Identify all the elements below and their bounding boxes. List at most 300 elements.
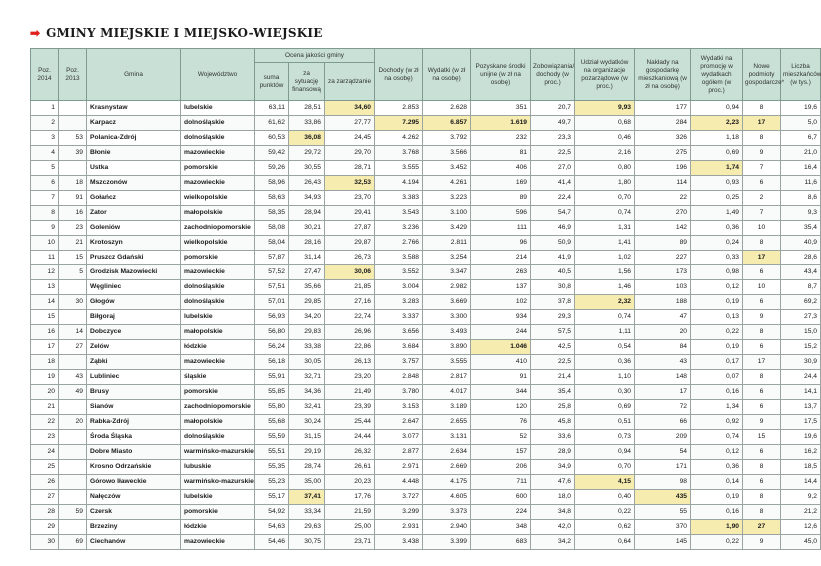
cell-suma: 56,93: [255, 310, 289, 325]
cell-naklady: 55: [635, 504, 691, 519]
cell-poz2013: [59, 459, 87, 474]
cell-podmioty: 6: [743, 295, 781, 310]
cell-sytuacja: 26,43: [289, 175, 325, 190]
ranking-table: [30, 48, 821, 550]
cell-promocja: 0,07: [691, 370, 743, 385]
cell-sytuacja: 36,08: [289, 130, 325, 145]
cell-suma: 55,35: [255, 459, 289, 474]
cell-zarzadzanie: 27,77: [325, 115, 375, 130]
cell-zobowiazania: 25,8: [531, 400, 575, 415]
cell-promocja: 0,93: [691, 175, 743, 190]
cell-poz2014: 2: [31, 115, 59, 130]
cell-wojewodztwo: dolnośląskie: [181, 295, 255, 310]
cell-gmina: Biłgoraj: [87, 310, 181, 325]
cell-mieszkancy: 30,9: [781, 355, 821, 370]
cell-udzial: 1,80: [575, 175, 635, 190]
cell-gmina: Ząbki: [87, 355, 181, 370]
cell-sytuacja: 28,74: [289, 459, 325, 474]
cell-gmina: Grodzisk Mazowiecki: [87, 265, 181, 280]
table-row: [31, 205, 821, 220]
cell-zarzadzanie: 17,76: [325, 489, 375, 504]
cell-podmioty: 8: [743, 130, 781, 145]
cell-naklady: 103: [635, 280, 691, 295]
cell-mieszkancy: 5,0: [781, 115, 821, 130]
cell-naklady: 114: [635, 175, 691, 190]
cell-zobowiazania: 30,8: [531, 280, 575, 295]
cell-mieszkancy: 16,2: [781, 444, 821, 459]
cell-srodki: 81: [471, 145, 531, 160]
cell-srodki: 52: [471, 429, 531, 444]
cell-gmina: Ustka: [87, 160, 181, 175]
cell-promocja: 0,22: [691, 534, 743, 549]
cell-zarzadzanie: 20,23: [325, 474, 375, 489]
cell-sytuacja: 37,41: [289, 489, 325, 504]
cell-sytuacja: 27,47: [289, 265, 325, 280]
table-row: [31, 101, 821, 116]
cell-poz2013: 16: [59, 205, 87, 220]
cell-udzial: 1,56: [575, 265, 635, 280]
cell-naklady: 275: [635, 145, 691, 160]
cell-mieszkancy: 21,0: [781, 145, 821, 160]
cell-srodki: 224: [471, 504, 531, 519]
cell-sytuacja: 31,14: [289, 250, 325, 265]
cell-srodki: 1.046: [471, 340, 531, 355]
cell-poz2014: 11: [31, 250, 59, 265]
cell-promocja: 1,49: [691, 205, 743, 220]
cell-gmina: Brusy: [87, 385, 181, 400]
cell-poz2014: 10: [31, 235, 59, 250]
cell-srodki: 102: [471, 295, 531, 310]
cell-zobowiazania: 22,4: [531, 190, 575, 205]
cell-zobowiazania: 28,9: [531, 444, 575, 459]
cell-podmioty: 7: [743, 205, 781, 220]
cell-zobowiazania: 18,0: [531, 489, 575, 504]
cell-promocja: 1,18: [691, 130, 743, 145]
cell-mieszkancy: 15,0: [781, 325, 821, 340]
cell-srodki: 600: [471, 489, 531, 504]
table-row: [31, 235, 821, 250]
cell-gmina: Węgliniec: [87, 280, 181, 295]
cell-wojewodztwo: dolnośląskie: [181, 429, 255, 444]
cell-gmina: Zelów: [87, 340, 181, 355]
cell-zobowiazania: 34,2: [531, 534, 575, 549]
cell-poz2014: 15: [31, 310, 59, 325]
cell-promocja: 1,90: [691, 519, 743, 534]
cell-srodki: 348: [471, 519, 531, 534]
cell-wojewodztwo: małopolskie: [181, 415, 255, 430]
cell-zarzadzanie: 22,86: [325, 340, 375, 355]
cell-poz2014: 8: [31, 205, 59, 220]
cell-wojewodztwo: lubelskie: [181, 489, 255, 504]
cell-mieszkancy: 28,6: [781, 250, 821, 265]
cell-wydatki: 2.655: [423, 415, 471, 430]
cell-poz2014: 6: [31, 175, 59, 190]
cell-udzial: 0,62: [575, 519, 635, 534]
cell-udzial: 0,74: [575, 310, 635, 325]
cell-udzial: 0,70: [575, 459, 635, 474]
cell-udzial: 2,16: [575, 145, 635, 160]
cell-gmina: Brzeziny: [87, 519, 181, 534]
cell-promocja: 0,69: [691, 145, 743, 160]
cell-sytuacja: 31,15: [289, 429, 325, 444]
cell-zobowiazania: 45,8: [531, 415, 575, 430]
cell-wojewodztwo: zachodniopomorskie: [181, 400, 255, 415]
cell-srodki: 89: [471, 190, 531, 205]
cell-podmioty: 6: [743, 474, 781, 489]
table-row: [31, 429, 821, 444]
cell-suma: 55,91: [255, 370, 289, 385]
cell-udzial: 0,69: [575, 400, 635, 415]
cell-poz2013: 59: [59, 504, 87, 519]
cell-zarzadzanie: 25,44: [325, 415, 375, 430]
cell-mieszkancy: 16,4: [781, 160, 821, 175]
cell-poz2014: 1: [31, 101, 59, 116]
table-row: [31, 519, 821, 534]
cell-wydatki: 2.940: [423, 519, 471, 534]
cell-promocja: 0,92: [691, 415, 743, 430]
cell-promocja: 1,34: [691, 400, 743, 415]
cell-naklady: 72: [635, 400, 691, 415]
cell-wojewodztwo: mazowieckie: [181, 175, 255, 190]
cell-zobowiazania: 33,6: [531, 429, 575, 444]
cell-poz2014: 20: [31, 385, 59, 400]
cell-poz2014: 9: [31, 220, 59, 235]
cell-poz2013: [59, 519, 87, 534]
cell-promocja: 0,12: [691, 280, 743, 295]
cell-suma: 57,51: [255, 280, 289, 295]
cell-sytuacja: 34,20: [289, 310, 325, 325]
cell-naklady: 171: [635, 459, 691, 474]
cell-podmioty: 2: [743, 190, 781, 205]
header-zarzadzanie: za zarządzanie: [325, 63, 375, 101]
cell-podmioty: 17: [743, 250, 781, 265]
cell-udzial: 0,64: [575, 534, 635, 549]
cell-udzial: 0,30: [575, 385, 635, 400]
cell-udzial: 1,31: [575, 220, 635, 235]
cell-naklady: 98: [635, 474, 691, 489]
cell-naklady: 89: [635, 235, 691, 250]
cell-zarzadzanie: 26,96: [325, 325, 375, 340]
header-quality-group: Ocena jakości gminy: [255, 49, 375, 63]
cell-naklady: 54: [635, 444, 691, 459]
cell-srodki: 711: [471, 474, 531, 489]
table-row: [31, 489, 821, 504]
cell-promocja: 2,23: [691, 115, 743, 130]
table-row: [31, 444, 821, 459]
cell-naklady: 270: [635, 205, 691, 220]
cell-zobowiazania: 22,5: [531, 145, 575, 160]
cell-naklady: 209: [635, 429, 691, 444]
table-row: [31, 474, 821, 489]
cell-promocja: 0,22: [691, 325, 743, 340]
cell-podmioty: 8: [743, 489, 781, 504]
cell-dochody: 3.757: [375, 355, 423, 370]
cell-mieszkancy: 13,7: [781, 400, 821, 415]
cell-dochody: 2.647: [375, 415, 423, 430]
cell-udzial: 1,10: [575, 370, 635, 385]
cell-naklady: 196: [635, 160, 691, 175]
cell-wojewodztwo: dolnośląskie: [181, 115, 255, 130]
cell-suma: 55,23: [255, 474, 289, 489]
cell-poz2013: 23: [59, 220, 87, 235]
cell-suma: 58,04: [255, 235, 289, 250]
cell-zarzadzanie: 23,70: [325, 190, 375, 205]
cell-mieszkancy: 6,7: [781, 130, 821, 145]
page-title: GMINY MIEJSKIE I MIEJSKO-WIEJSKIE: [46, 26, 323, 40]
cell-promocja: 0,19: [691, 295, 743, 310]
cell-udzial: 0,80: [575, 160, 635, 175]
cell-poz2014: 14: [31, 295, 59, 310]
cell-podmioty: 8: [743, 101, 781, 116]
cell-gmina: Głogów: [87, 295, 181, 310]
header-mieszkancy: Liczba mieszkańców (w tys.): [781, 49, 821, 101]
cell-suma: 58,35: [255, 205, 289, 220]
cell-poz2013: 27: [59, 340, 87, 355]
cell-suma: 57,52: [255, 265, 289, 280]
cell-dochody: 3.555: [375, 160, 423, 175]
cell-podmioty: 6: [743, 175, 781, 190]
table-row: [31, 310, 821, 325]
cell-podmioty: 15: [743, 429, 781, 444]
cell-podmioty: 7: [743, 160, 781, 175]
cell-promocja: 0,19: [691, 489, 743, 504]
cell-promocja: 0,24: [691, 235, 743, 250]
cell-wojewodztwo: mazowieckie: [181, 145, 255, 160]
cell-suma: 55,51: [255, 444, 289, 459]
cell-sytuacja: 30,05: [289, 355, 325, 370]
cell-mieszkancy: 24,4: [781, 370, 821, 385]
cell-mieszkancy: 40,9: [781, 235, 821, 250]
cell-poz2013: [59, 489, 87, 504]
cell-mieszkancy: 9,3: [781, 205, 821, 220]
table-row: [31, 534, 821, 549]
table-row: [31, 130, 821, 145]
cell-poz2014: 7: [31, 190, 59, 205]
cell-mieszkancy: 21,2: [781, 504, 821, 519]
cell-suma: 58,96: [255, 175, 289, 190]
cell-dochody: 3.780: [375, 385, 423, 400]
cell-wojewodztwo: pomorskie: [181, 160, 255, 175]
cell-podmioty: 9: [743, 534, 781, 549]
cell-gmina: Goleniów: [87, 220, 181, 235]
cell-srodki: 1.619: [471, 115, 531, 130]
cell-wydatki: 3.792: [423, 130, 471, 145]
cell-dochody: 3.383: [375, 190, 423, 205]
cell-wydatki: 3.100: [423, 205, 471, 220]
cell-zarzadzanie: 24,45: [325, 130, 375, 145]
cell-poz2013: 30: [59, 295, 87, 310]
cell-wojewodztwo: zachodniopomorskie: [181, 220, 255, 235]
cell-srodki: 596: [471, 205, 531, 220]
cell-udzial: 0,40: [575, 489, 635, 504]
header-sytuacja: za sytuację finansową: [289, 63, 325, 101]
cell-srodki: 344: [471, 385, 531, 400]
cell-udzial: 0,68: [575, 115, 635, 130]
cell-sytuacja: 33,38: [289, 340, 325, 355]
cell-wojewodztwo: łódzkie: [181, 340, 255, 355]
cell-udzial: 0,22: [575, 504, 635, 519]
cell-wojewodztwo: warmińsko-mazurskie: [181, 444, 255, 459]
cell-podmioty: 17: [743, 355, 781, 370]
cell-udzial: 4,15: [575, 474, 635, 489]
cell-srodki: 120: [471, 400, 531, 415]
cell-dochody: 3.077: [375, 429, 423, 444]
cell-wojewodztwo: lubuskie: [181, 459, 255, 474]
cell-wojewodztwo: mazowieckie: [181, 534, 255, 549]
table-row: [31, 415, 821, 430]
cell-suma: 55,17: [255, 489, 289, 504]
cell-zarzadzanie: 22,74: [325, 310, 375, 325]
cell-udzial: 1,41: [575, 235, 635, 250]
cell-naklady: 142: [635, 220, 691, 235]
cell-suma: 57,01: [255, 295, 289, 310]
cell-poz2014: 29: [31, 519, 59, 534]
cell-wydatki: 3.399: [423, 534, 471, 549]
cell-podmioty: 8: [743, 459, 781, 474]
cell-mieszkancy: 27,3: [781, 310, 821, 325]
cell-mieszkancy: 19,6: [781, 429, 821, 444]
cell-mieszkancy: 9,2: [781, 489, 821, 504]
cell-podmioty: 9: [743, 310, 781, 325]
cell-podmioty: 27: [743, 519, 781, 534]
cell-mieszkancy: 15,2: [781, 340, 821, 355]
cell-sytuacja: 32,71: [289, 370, 325, 385]
cell-wojewodztwo: warmińsko-mazurskie: [181, 474, 255, 489]
cell-podmioty: 8: [743, 325, 781, 340]
cell-gmina: Gołańcz: [87, 190, 181, 205]
cell-podmioty: 6: [743, 400, 781, 415]
cell-zobowiazania: 29,3: [531, 310, 575, 325]
cell-dochody: 3.684: [375, 340, 423, 355]
cell-zarzadzanie: 21,85: [325, 280, 375, 295]
cell-sytuacja: 30,24: [289, 415, 325, 430]
cell-promocja: 0,36: [691, 459, 743, 474]
cell-suma: 63,11: [255, 101, 289, 116]
cell-sytuacja: 29,63: [289, 519, 325, 534]
cell-gmina: Błonie: [87, 145, 181, 160]
cell-udzial: 0,36: [575, 355, 635, 370]
cell-zarzadzanie: 26,13: [325, 355, 375, 370]
cell-poz2013: [59, 160, 87, 175]
cell-poz2014: 12: [31, 265, 59, 280]
cell-poz2013: 53: [59, 130, 87, 145]
cell-udzial: 1,02: [575, 250, 635, 265]
cell-suma: 54,63: [255, 519, 289, 534]
header-suma: suma punktów: [255, 63, 289, 101]
cell-dochody: 3.283: [375, 295, 423, 310]
cell-wydatki: 3.373: [423, 504, 471, 519]
cell-sytuacja: 29,83: [289, 325, 325, 340]
table-row: [31, 280, 821, 295]
cell-mieszkancy: 19,6: [781, 101, 821, 116]
cell-promocja: 0,94: [691, 101, 743, 116]
cell-gmina: Krosno Odrzańskie: [87, 459, 181, 474]
cell-poz2014: 3: [31, 130, 59, 145]
cell-srodki: 157: [471, 444, 531, 459]
cell-wydatki: 2.982: [423, 280, 471, 295]
cell-sytuacja: 33,86: [289, 115, 325, 130]
cell-poz2013: 15: [59, 250, 87, 265]
cell-srodki: 406: [471, 160, 531, 175]
table-row: [31, 265, 821, 280]
cell-sytuacja: 28,94: [289, 205, 325, 220]
cell-wydatki: 3.347: [423, 265, 471, 280]
cell-sytuacja: 33,34: [289, 504, 325, 519]
table-row: [31, 295, 821, 310]
cell-promocja: 0,13: [691, 310, 743, 325]
cell-srodki: 206: [471, 459, 531, 474]
cell-zobowiazania: 54,7: [531, 205, 575, 220]
cell-zobowiazania: 50,9: [531, 235, 575, 250]
cell-gmina: Mszczonów: [87, 175, 181, 190]
table-row: [31, 160, 821, 175]
cell-suma: 57,87: [255, 250, 289, 265]
cell-gmina: Środa Śląska: [87, 429, 181, 444]
cell-suma: 58,08: [255, 220, 289, 235]
cell-dochody: 2.971: [375, 459, 423, 474]
table-row: [31, 250, 821, 265]
cell-zobowiazania: 57,5: [531, 325, 575, 340]
cell-wojewodztwo: dolnośląskie: [181, 130, 255, 145]
cell-gmina: Zator: [87, 205, 181, 220]
cell-naklady: 20: [635, 325, 691, 340]
cell-naklady: 22: [635, 190, 691, 205]
cell-dochody: 2.848: [375, 370, 423, 385]
cell-podmioty: 6: [743, 340, 781, 355]
header-udzial: Udział wydatków na organizacje pozarządowe (w proc.): [575, 49, 635, 101]
header-gmina: Gmina: [87, 49, 181, 101]
cell-poz2013: 14: [59, 325, 87, 340]
cell-zarzadzanie: 21,49: [325, 385, 375, 400]
cell-wydatki: 3.555: [423, 355, 471, 370]
cell-wydatki: 3.189: [423, 400, 471, 415]
cell-gmina: Pruszcz Gdański: [87, 250, 181, 265]
cell-suma: 55,68: [255, 415, 289, 430]
cell-podmioty: 8: [743, 504, 781, 519]
cell-naklady: 326: [635, 130, 691, 145]
cell-poz2013: 69: [59, 534, 87, 549]
table-row: [31, 175, 821, 190]
cell-wojewodztwo: mazowieckie: [181, 265, 255, 280]
cell-poz2014: 26: [31, 474, 59, 489]
cell-wydatki: 3.254: [423, 250, 471, 265]
cell-wydatki: 3.452: [423, 160, 471, 175]
cell-zarzadzanie: 34,60: [325, 101, 375, 116]
cell-gmina: Rabka-Zdrój: [87, 415, 181, 430]
cell-poz2014: 22: [31, 415, 59, 430]
cell-podmioty: 9: [743, 415, 781, 430]
cell-suma: 60,53: [255, 130, 289, 145]
cell-gmina: Górowo Iławeckie: [87, 474, 181, 489]
cell-zarzadzanie: 29,70: [325, 145, 375, 160]
cell-poz2013: 21: [59, 235, 87, 250]
cell-dochody: 3.727: [375, 489, 423, 504]
cell-suma: 56,18: [255, 355, 289, 370]
cell-poz2013: 39: [59, 145, 87, 160]
cell-gmina: Dobczyce: [87, 325, 181, 340]
table-row: [31, 325, 821, 340]
cell-zobowiazania: 23,3: [531, 130, 575, 145]
header-promocja: Wydatki na promocję w wydatkach ogółem (w proc.): [691, 49, 743, 101]
cell-dochody: 4.262: [375, 130, 423, 145]
cell-sytuacja: 34,93: [289, 190, 325, 205]
cell-suma: 55,85: [255, 385, 289, 400]
cell-udzial: 1,46: [575, 280, 635, 295]
cell-wydatki: 4.175: [423, 474, 471, 489]
cell-wydatki: 3.890: [423, 340, 471, 355]
cell-mieszkancy: 45,0: [781, 534, 821, 549]
cell-zarzadzanie: 29,41: [325, 205, 375, 220]
